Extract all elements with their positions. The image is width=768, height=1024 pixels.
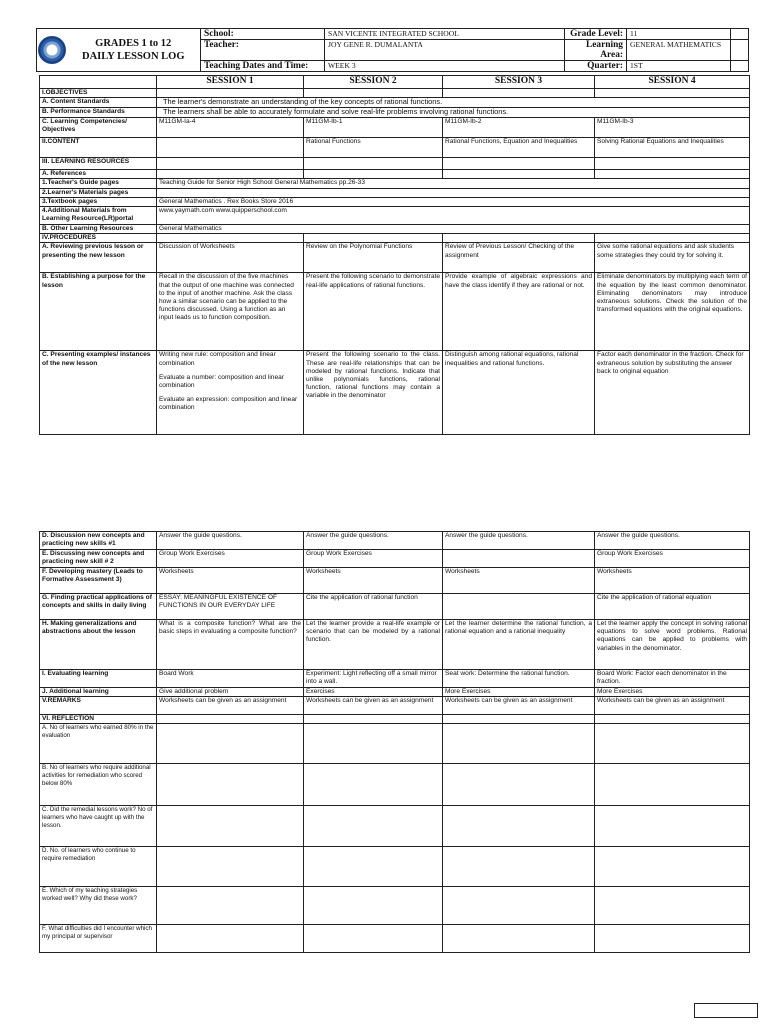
section-procedures: IV.PROCEDURES: [40, 234, 157, 243]
learners-materials-text: [157, 188, 750, 197]
session-header: SESSION 3: [443, 76, 595, 89]
cell-additional: More Exercises: [443, 688, 595, 697]
cell-competency: M11GM-Ia-4: [157, 118, 304, 138]
performance-standards-text: The learners shall be able to accurately formulate and solve real-life problems involving rational functions.: [157, 108, 750, 118]
cell-evaluating: Seat work: Determine the rational function.: [443, 670, 595, 688]
cell-content: Solving Rational Equations and Inequalities: [595, 138, 750, 158]
row-label-performance-standards: B. Performance Standards: [40, 108, 157, 118]
row-label-additional-materials: 4.Additional Materials from Learning Resource(LR)portal: [40, 207, 157, 225]
cell-discussion-1: Answer the guide questions.: [157, 532, 304, 550]
cell-evaluating: Experiment: Light reflecting off a small mirror into a wall.: [304, 670, 443, 688]
cell-additional: More Exercises: [595, 688, 750, 697]
reflection-item: E. Which of my teaching strategies worked well? Why did these work?: [40, 887, 157, 925]
content-standards-text: The learner's demonstrate an understanding of the key concepts of rational functions.: [157, 98, 750, 108]
cell-discussion-2: Group Work Exercises: [304, 550, 443, 568]
deped-seal-cell: [37, 29, 67, 72]
cell-examples: Present the following scenario to the class. These are real-life relationships that can be modeled by rational functions. Indicate that unlike polynomials functions, rational function, rational functions may contain a variable in the denominator: [304, 351, 443, 435]
cell-applications: Cite the application of rational equation: [595, 594, 750, 620]
reflection-item: D. No. of learners who continue to require remediation: [40, 847, 157, 887]
cell-purpose: Eliminate denominators by multiplying each term of the equation by the least common denominator. Eliminating denominators may introduce extraneous solutions. Check the solution of the transformed equations with the original equations.: [595, 273, 750, 351]
cell-purpose: Present the following scenario to demonstrate real-life applications of rational functions.: [304, 273, 443, 351]
dates-label: Teaching Dates and Time:: [201, 61, 325, 72]
cell-content: Rational Functions: [304, 138, 443, 158]
cell-content: Rational Functions, Equation and Inequalities: [443, 138, 595, 158]
cell-examples: Distinguish among rational equations, rational inequalities and rational functions.: [443, 351, 595, 435]
cell-mastery: Worksheets: [304, 568, 443, 594]
row-label-references: A. References: [40, 170, 157, 179]
cell-discussion-2: Group Work Exercises: [595, 550, 750, 568]
deped-seal-icon: [38, 36, 66, 64]
cell-remarks: Worksheets can be given as an assignment: [157, 697, 304, 715]
cell-competency: M11GM-Ib-2: [443, 118, 595, 138]
row-label-teachers-guide: 1.Teacher's Guide pages: [40, 179, 157, 188]
section-resources: III. LEARNING RESOURCES: [40, 158, 157, 170]
footer-box: [694, 1003, 758, 1018]
title-line2: DAILY LESSON LOG: [81, 51, 185, 62]
cell-mastery: Worksheets: [443, 568, 595, 594]
session-header: SESSION 2: [304, 76, 443, 89]
row-label-discussion-2: E. Discussing new concepts and practicing new skill # 2: [40, 550, 157, 568]
corner-cell: [40, 76, 157, 89]
row-label-remarks: V.REMARKS: [40, 697, 157, 715]
row-label-additional: J. Additional learning: [40, 688, 157, 697]
cell-discussion-2: Group Work Exercises: [157, 550, 304, 568]
section-reflection: VI. REFLECTION: [40, 715, 157, 724]
reflection-item: A. No of learners who earned 80% in the evaluation: [40, 724, 157, 764]
cell-remarks: Worksheets can be given as an assignment: [304, 697, 443, 715]
cell-evaluating: Board Work: Factor each denominator in the fraction.: [595, 670, 750, 688]
example-text: Evaluate an expression: composition and linear combination: [159, 396, 298, 412]
area-label: Learning Area:: [565, 40, 627, 61]
row-label-evaluating: I. Evaluating learning: [40, 670, 157, 688]
cell-reviewing: Discussion of Worksheets: [157, 243, 304, 273]
cell-discussion-1: Answer the guide questions.: [304, 532, 443, 550]
textbook-text: General Mathematics . Rex Books Store 2016: [157, 197, 750, 206]
cell-reviewing: Review of Previous Lesson/ Checking of the assignment: [443, 243, 595, 273]
grade-value: 11: [627, 29, 731, 40]
row-label-reviewing: A. Reviewing previous lesson or presenting the new lesson: [40, 243, 157, 273]
cell-applications: ESSAY: MEANINGFUL EXISTENCE OF FUNCTIONS IN OUR EVERYDAY LIFE: [157, 594, 304, 620]
dates-value: WEEK 3: [325, 61, 565, 72]
row-label-competencies: C. Learning Competencies/ Objectives: [40, 118, 157, 138]
session-header: SESSION 4: [595, 76, 750, 89]
cell-generalizations: What is a composite function? What are the basic steps in evaluating a composite function?: [157, 620, 304, 670]
example-text: Writing new rule: composition and linear combination: [159, 351, 276, 367]
row-label-learners-materials: 2.Learner's Materials pages: [40, 188, 157, 197]
cell-reviewing: Review on the Polynomial Functions: [304, 243, 443, 273]
teacher-value: JOY GENE R. DUMALANTA: [325, 40, 565, 61]
grade-label: Grade Level:: [565, 29, 627, 40]
cell-purpose: Provide example of algebraic expressions and have the class identify if they are rational or not.: [443, 273, 595, 351]
lesson-log-table-page1: [39, 75, 750, 435]
school-label: School:: [201, 29, 325, 40]
row-label-generalizations: H. Making generalizations and abstractions about the lesson: [40, 620, 157, 670]
row-label-content: II.CONTENT: [40, 138, 157, 158]
cell-discussion-1: Answer the guide questions.: [443, 532, 595, 550]
cell-applications: Cite the application of rational function: [304, 594, 443, 620]
additional-materials-text: www.yaymath.com www.quipperschool.com: [157, 207, 750, 225]
cell-generalizations: Let the learner determine the rational function, a rational equation and a rational inequality: [443, 620, 595, 670]
title-line1: GRADES 1 to 12: [95, 38, 172, 49]
cell-generalizations: Let the learner provide a real-life example or scenario that can be modeled by a rational function.: [304, 620, 443, 670]
row-label-examples: C. Presenting examples/ instances of the new lesson: [40, 351, 157, 435]
example-text: Evaluate a number: composition and linear combination: [159, 373, 284, 390]
teachers-guide-text: Teaching Guide for Senior High School General Mathematics pp.26-33: [157, 179, 750, 188]
quarter-label: Quarter:: [565, 61, 627, 72]
cell-content: [157, 138, 304, 158]
log-title: [67, 29, 201, 72]
cell-additional: Give additional problem: [157, 688, 304, 697]
reflection-item: C. Did the remedial lessons work? No of learners who have caught up with the lesson.: [40, 806, 157, 847]
session-header: SESSION 1: [157, 76, 304, 89]
blank-cell: [731, 40, 749, 61]
cell-mastery: Worksheets: [595, 568, 750, 594]
row-label-purpose: B. Establishing a purpose for the lesson: [40, 273, 157, 351]
blank-cell: [731, 29, 749, 40]
row-label-textbook: 3.Textbook pages: [40, 197, 157, 206]
cell-competency: M11GM-Ib-1: [304, 118, 443, 138]
cell-additional: Exercises: [304, 688, 443, 697]
cell-competency: M11GM-Ib-3: [595, 118, 750, 138]
row-label-applications: G. Finding practical applications of concepts and skills in daily living: [40, 594, 157, 620]
teacher-label: Teacher:: [201, 40, 325, 61]
cell-examples: Factor each denominator in the fraction. Check for extraneous solution by substituting the answer back to original equation: [595, 351, 750, 435]
cell-remarks: Worksheets can be given as an assignment: [595, 697, 750, 715]
cell-discussion-2: [443, 550, 595, 568]
reflection-item: B. No of learners who require additional activities for remediation who scored below 80%: [40, 764, 157, 806]
section-objectives: I.OBJECTIVES: [40, 89, 157, 98]
cell-evaluating: Board Work: [157, 670, 304, 688]
cell-mastery: Worksheets: [157, 568, 304, 594]
row-label-discussion-1: D. Discussion new concepts and practicing new skills #1: [40, 532, 157, 550]
quarter-value: 1ST: [627, 61, 731, 72]
other-resources-text: General Mathematics: [157, 225, 750, 234]
row-label-mastery: F. Developing mastery (Leads to Formative Assessment 3): [40, 568, 157, 594]
area-value: GENERAL MATHEMATICS: [627, 40, 731, 61]
school-value: SAN VICENTE INTEGRATED SCHOOL: [325, 29, 565, 40]
cell-generalizations: Let the learner apply the concept in solving rational equations to solve word problems. Rational equations can be applied to problems with variables in the denominator.: [595, 620, 750, 670]
header-table: [36, 28, 749, 72]
cell-applications: [443, 594, 595, 620]
lesson-log-table-page2: [39, 531, 750, 953]
cell-reviewing: Give some rational equations and ask students some strategies they could try for solving it.: [595, 243, 750, 273]
row-label-content-standards: A. Content Standards: [40, 98, 157, 108]
cell-discussion-1: Answer the guide questions.: [595, 532, 750, 550]
reflection-item: F. What difficulties did I encounter which my principal or supervisor: [40, 925, 157, 953]
cell-remarks: Worksheets can be given as an assignment: [443, 697, 595, 715]
cell-examples: [157, 351, 304, 435]
cell-purpose: Recall in the discussion of the five machines that the output of one machine was connected to the input of another machine. Ask the class how a similar scenario can be applied to the functions discussed. Using a function as an input leads us to function composition.: [157, 273, 304, 351]
blank-cell: [731, 61, 749, 72]
row-label-other-resources: B. Other Learning Resources: [40, 225, 157, 234]
